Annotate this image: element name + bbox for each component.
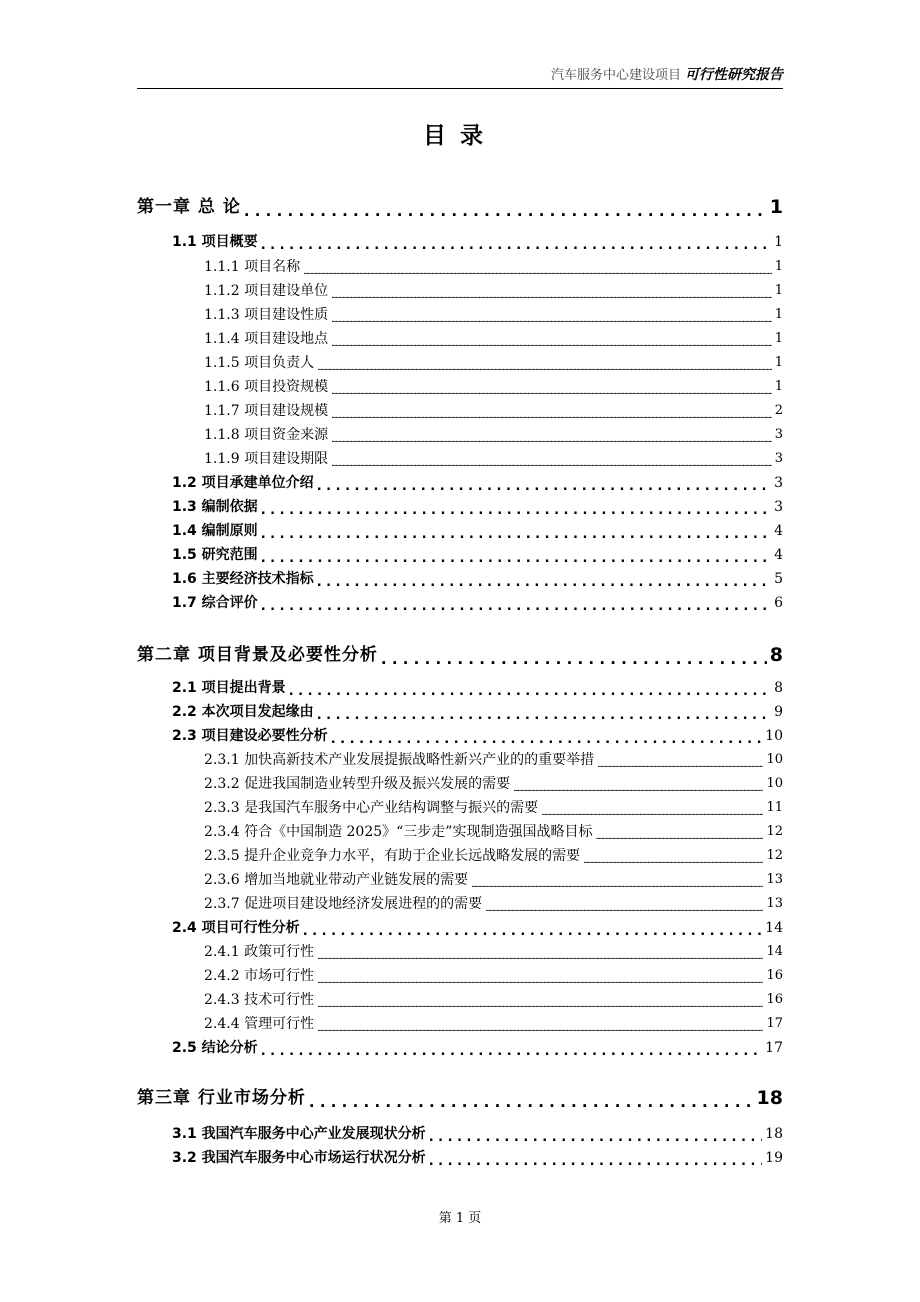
toc-dot-leader	[541, 809, 763, 818]
toc-dot-leader	[331, 412, 772, 421]
toc-entry-page: 16	[766, 968, 783, 983]
toc-entry-label: 2.3.4 符合《中国制造 2025》“三步走”实现制造强国战略目标	[204, 824, 593, 840]
toc-entry-sub[interactable]	[204, 750, 783, 770]
toc-entry-page: 3	[774, 427, 783, 442]
toc-entry-sub[interactable]	[204, 870, 783, 890]
toc-entry-label: 2.4.2 市场可行性	[204, 968, 315, 984]
toc-entry-section[interactable]	[172, 593, 783, 613]
toc-dot-leader	[485, 905, 763, 914]
toc-entry-page: 1	[774, 379, 783, 394]
toc-dot-leader	[261, 239, 771, 252]
toc-entry-page: 14	[765, 920, 783, 936]
toc-entry-label: 2.3.5 提升企业竞争力水平，有助于企业长远战略发展的需要	[204, 848, 581, 864]
toc-entry-label: 2.3.3 是我国汽车服务中心产业结构调整与振兴的需要	[204, 800, 539, 816]
toc-entry-page: 8	[769, 644, 783, 666]
toc-entry-page: 16	[766, 992, 783, 1007]
toc-entry-page: 12	[766, 824, 783, 839]
toc-dot-leader	[583, 857, 763, 866]
toc-entry-label: 第三章 行业市场分析	[137, 1088, 306, 1108]
toc-entry-sub[interactable]	[204, 894, 783, 914]
toc-entry-sub[interactable]	[204, 425, 783, 445]
toc-entry-section[interactable]	[172, 1038, 783, 1058]
toc-entry-page: 1	[774, 234, 783, 250]
toc-dot-leader	[317, 1001, 763, 1010]
toc-entry-label: 1.1 项目概要	[172, 234, 258, 250]
toc-entry-label: 2.4.4 管理可行性	[204, 1016, 315, 1032]
toc-entry-page: 1	[774, 355, 783, 370]
toc-dot-leader	[261, 552, 771, 565]
toc-dot-leader	[289, 685, 771, 698]
toc-dot-leader	[331, 292, 772, 301]
toc-entry-page: 6	[774, 595, 783, 611]
toc-dot-leader	[317, 480, 771, 493]
toc-entry-label: 3.2 我国汽车服务中心市场运行状况分析	[172, 1150, 426, 1166]
toc-entry-section[interactable]	[172, 521, 783, 541]
toc-dot-leader	[471, 881, 763, 890]
toc-entry-sub[interactable]	[204, 257, 783, 277]
toc-dot-leader	[309, 1095, 754, 1110]
toc-entry-page: 10	[765, 728, 783, 744]
toc-entry-sub[interactable]	[204, 281, 783, 301]
toc-entry-page: 1	[774, 283, 783, 298]
toc-entry-page: 1	[774, 307, 783, 322]
toc-entry-page: 9	[774, 704, 783, 720]
toc-entry-page: 3	[774, 451, 783, 466]
toc-entry-section[interactable]	[172, 918, 783, 938]
toc-dot-leader	[261, 528, 771, 541]
toc-entry-section[interactable]	[172, 545, 783, 565]
toc-entry-page: 3	[774, 475, 783, 491]
toc-dot-leader	[317, 1025, 763, 1034]
toc-entry-label: 1.1.2 项目建设单位	[204, 283, 329, 299]
toc-entry-label: 1.1.1 项目名称	[204, 259, 301, 275]
toc-entry-label: 1.5 研究范围	[172, 547, 258, 563]
toc-dot-leader	[261, 1045, 762, 1058]
toc-entry-chapter[interactable]	[137, 643, 783, 667]
toc-dot-leader	[331, 733, 762, 746]
toc-entry-page: 4	[774, 523, 783, 539]
toc-entry-label: 1.3 编制依据	[172, 499, 258, 515]
toc-entry-page: 1	[769, 196, 783, 218]
toc-dot-leader	[429, 1155, 762, 1168]
toc-entry-page: 3	[774, 499, 783, 515]
toc-dot-leader	[331, 388, 772, 397]
toc-entry-label: 1.1.8 项目资金来源	[204, 427, 329, 443]
toc-dot-leader	[595, 833, 763, 842]
toc-entry-label: 1.4 编制原则	[172, 523, 258, 539]
toc-entry-label: 2.3.7 促进项目建设地经济发展进程的的需要	[204, 896, 483, 912]
toc-entry-page: 13	[766, 872, 783, 887]
toc-entry-sub[interactable]	[204, 966, 783, 986]
toc-dot-leader	[317, 576, 771, 589]
toc-entry-page: 10	[766, 776, 783, 791]
toc-entry-page: 5	[774, 571, 783, 587]
toc-entry-label: 1.6 主要经济技术指标	[172, 571, 314, 587]
toc-dot-leader	[244, 204, 767, 219]
toc-entry-page: 11	[766, 800, 783, 815]
toc-entry-page: 19	[765, 1150, 783, 1166]
toc-entry-label: 2.3.1 加快高新技术产业发展提振战略性新兴产业的的重要举措	[204, 752, 595, 768]
toc-dot-leader	[303, 268, 772, 277]
page-number: 第 1 页	[438, 1211, 482, 1226]
toc-entry-section[interactable]	[172, 1124, 783, 1144]
toc-entry-section[interactable]	[172, 232, 783, 252]
toc-entry-page: 2	[774, 403, 783, 418]
toc-entry-sub[interactable]	[204, 401, 783, 421]
toc-entry-label: 第二章 项目背景及必要性分析	[137, 645, 378, 665]
toc-entry-section[interactable]	[172, 726, 783, 746]
toc-entry-section[interactable]	[172, 473, 783, 493]
toc-entry-label: 2.1 项目提出背景	[172, 680, 286, 696]
toc-dot-leader	[429, 1131, 762, 1144]
toc-entry-sub[interactable]	[204, 377, 783, 397]
header-report-type: 可行性研究报告	[685, 67, 783, 83]
toc-entry-page: 12	[766, 848, 783, 863]
toc-dot-leader	[331, 316, 772, 325]
toc-entry-section[interactable]	[172, 569, 783, 589]
toc-entry-sub[interactable]	[204, 822, 783, 842]
toc-entry-label: 1.1.5 项目负责人	[204, 355, 315, 371]
toc-dot-leader	[303, 925, 762, 938]
toc-entry-page: 1	[774, 259, 783, 274]
header-project-name: 汽车服务中心建设项目	[550, 68, 681, 83]
toc-entry-label: 第一章 总 论	[137, 197, 241, 217]
toc-entry-section[interactable]	[172, 702, 783, 722]
toc-entry-label: 2.5 结论分析	[172, 1040, 258, 1056]
toc-entry-label: 1.1.6 项目投资规模	[204, 379, 329, 395]
toc-entry-label: 1.2 项目承建单位介绍	[172, 475, 314, 491]
toc-entry-page: 1	[774, 331, 783, 346]
toc-dot-leader	[317, 364, 772, 373]
toc-dot-leader	[317, 709, 771, 722]
toc-entry-sub[interactable]	[204, 1014, 783, 1034]
toc-entry-label: 2.4.3 技术可行性	[204, 992, 315, 1008]
toc-entry-label: 2.3 项目建设必要性分析	[172, 728, 328, 744]
toc-entry-page: 17	[765, 1040, 783, 1056]
toc-entry-label: 2.3.6 增加当地就业带动产业链发展的需要	[204, 872, 469, 888]
toc-dot-leader	[331, 460, 772, 469]
toc-entry-sub[interactable]	[204, 942, 783, 962]
toc-entry-sub[interactable]	[204, 305, 783, 325]
toc-entry-chapter[interactable]	[137, 1086, 783, 1110]
toc-entry-section[interactable]	[172, 678, 783, 698]
toc-dot-leader	[331, 340, 772, 349]
toc-entry-label: 1.1.9 项目建设期限	[204, 451, 329, 467]
toc-dot-leader	[381, 652, 767, 667]
toc-title: 目录	[423, 123, 497, 149]
toc-entry-page: 18	[765, 1126, 783, 1142]
toc-dot-leader	[331, 436, 772, 445]
toc-entry-sub[interactable]	[204, 846, 783, 866]
toc-entry-label: 1.1.4 项目建设地点	[204, 331, 329, 347]
toc-entry-page: 13	[766, 896, 783, 911]
toc-dot-leader	[261, 504, 771, 517]
toc-dot-leader	[597, 761, 763, 770]
toc-entry-sub[interactable]	[204, 774, 783, 794]
toc-entry-label: 1.7 综合评价	[172, 595, 258, 611]
toc-entry-label: 2.2 本次项目发起缘由	[172, 704, 314, 720]
toc-entry-sub[interactable]	[204, 990, 783, 1010]
toc-entry-sub[interactable]	[204, 353, 783, 373]
toc-dot-leader	[317, 953, 763, 962]
toc-entry-page: 10	[766, 752, 783, 767]
toc-entry-label: 1.1.7 项目建设规模	[204, 403, 329, 419]
toc-entry-page: 8	[774, 680, 783, 696]
toc-entry-page: 18	[756, 1087, 783, 1109]
toc-entry-page: 17	[766, 1016, 783, 1031]
toc-entry-label: 3.1 我国汽车服务中心产业发展现状分析	[172, 1126, 426, 1142]
toc-entry-chapter[interactable]	[137, 195, 783, 219]
toc-entry-page: 14	[766, 944, 783, 959]
toc-dot-leader	[261, 600, 771, 613]
toc-dot-leader	[317, 977, 763, 986]
toc-entry-sub[interactable]	[204, 449, 783, 469]
toc-entry-label: 2.4 项目可行性分析	[172, 920, 300, 936]
toc-entry-section[interactable]	[172, 497, 783, 517]
toc-entry-label: 2.3.2 促进我国制造业转型升级及振兴发展的需要	[204, 776, 511, 792]
toc-entry-section[interactable]	[172, 1148, 783, 1168]
toc-dot-leader	[513, 785, 763, 794]
toc-entry-sub[interactable]	[204, 798, 783, 818]
toc-entry-page: 4	[774, 547, 783, 563]
toc-entry-sub[interactable]	[204, 329, 783, 349]
toc-entry-label: 1.1.3 项目建设性质	[204, 307, 329, 323]
toc-entry-label: 2.4.1 政策可行性	[204, 944, 315, 960]
